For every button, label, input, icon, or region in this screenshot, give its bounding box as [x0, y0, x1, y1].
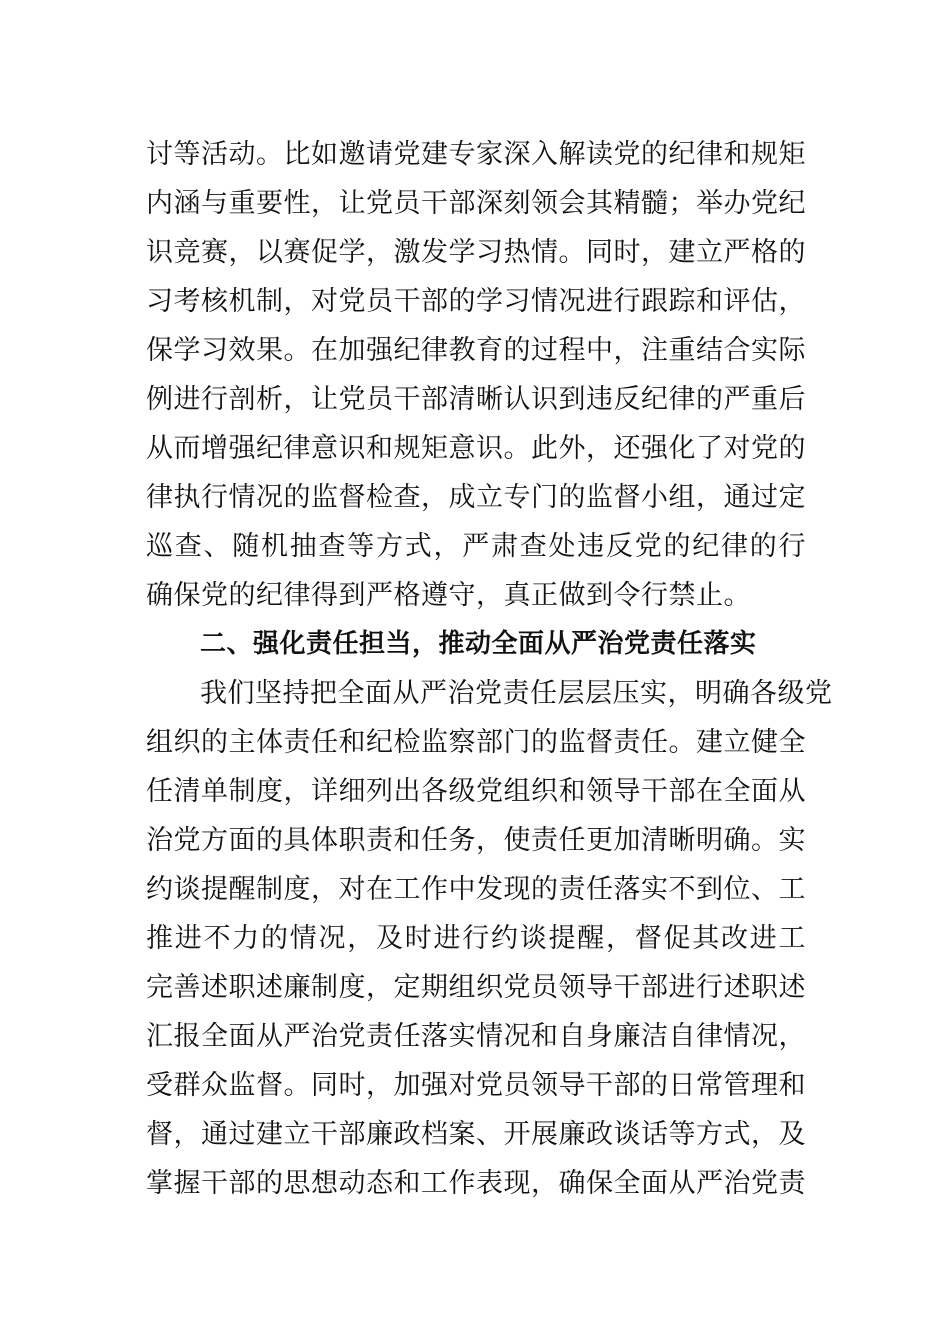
paragraph-line: 巡查、随机抽查等方式，严肃查处违反党的纪律的行: [146, 531, 806, 562]
paragraph-line: 识竞赛，以赛促学，激发学习热情。同时，建立严格的: [146, 237, 806, 268]
paragraph-line: 确保党的纪律得到严格遵守，真正做到令行禁止。: [146, 580, 751, 611]
paragraph-line: 我们坚持把全面从严治党责任层层压实，明确各级党: [200, 678, 833, 709]
paragraph-line: 约谈提醒制度，对在工作中发现的责任落实不到位、工: [146, 874, 806, 905]
paragraph-line: 组织的主体责任和纪检监察部门的监督责任。建立健全: [146, 727, 806, 758]
document-body: [146, 130, 833, 1208]
paragraph-line: 律执行情况的监督检查，成立专门的监督小组，通过定: [146, 482, 806, 513]
paragraph-line: 推进不力的情况，及时进行约谈提醒，督促其改进工: [146, 923, 806, 954]
paragraph-line: 内涵与重要性，让党员干部深刻领会其精髓；举办党纪: [146, 188, 806, 219]
paragraph-line: 例进行剖析，让党员干部清晰认识到违反纪律的严重后: [146, 384, 806, 415]
paragraph-line: 治党方面的具体职责和任务，使责任更加清晰明确。实: [146, 825, 806, 856]
paragraph-line: 任清单制度，详细列出各级党组织和领导干部在全面从: [146, 776, 806, 807]
paragraph-line: 汇报全面从严治党责任落实情况和自身廉洁自律情况，: [146, 1021, 806, 1052]
paragraph-line: 掌握干部的思想动态和工作表现，确保全面从严治党责: [146, 1168, 806, 1199]
paragraph-line: 习考核机制，对党员干部的学习情况进行跟踪和评估，: [146, 286, 806, 317]
paragraph-line: 受群众监督。同时，加强对党员领导干部的日常管理和: [146, 1070, 806, 1101]
section-heading: 二、强化责任担当，推动全面从严治党责任落实: [200, 629, 757, 659]
paragraph-line: 保学习效果。在加强纪律教育的过程中，注重结合实际: [146, 335, 806, 366]
paragraph-line: 讨等活动。比如邀请党建专家深入解读党的纪律和规矩: [146, 139, 806, 170]
paragraph-line: 督，通过建立干部廉政档案、开展廉政谈话等方式，及: [146, 1119, 806, 1150]
paragraph-line: 完善述职述廉制度，定期组织党员领导干部进行述职述: [146, 972, 806, 1003]
paragraph-line: 从而增强纪律意识和规矩意识。此外，还强化了对党的: [146, 433, 806, 464]
